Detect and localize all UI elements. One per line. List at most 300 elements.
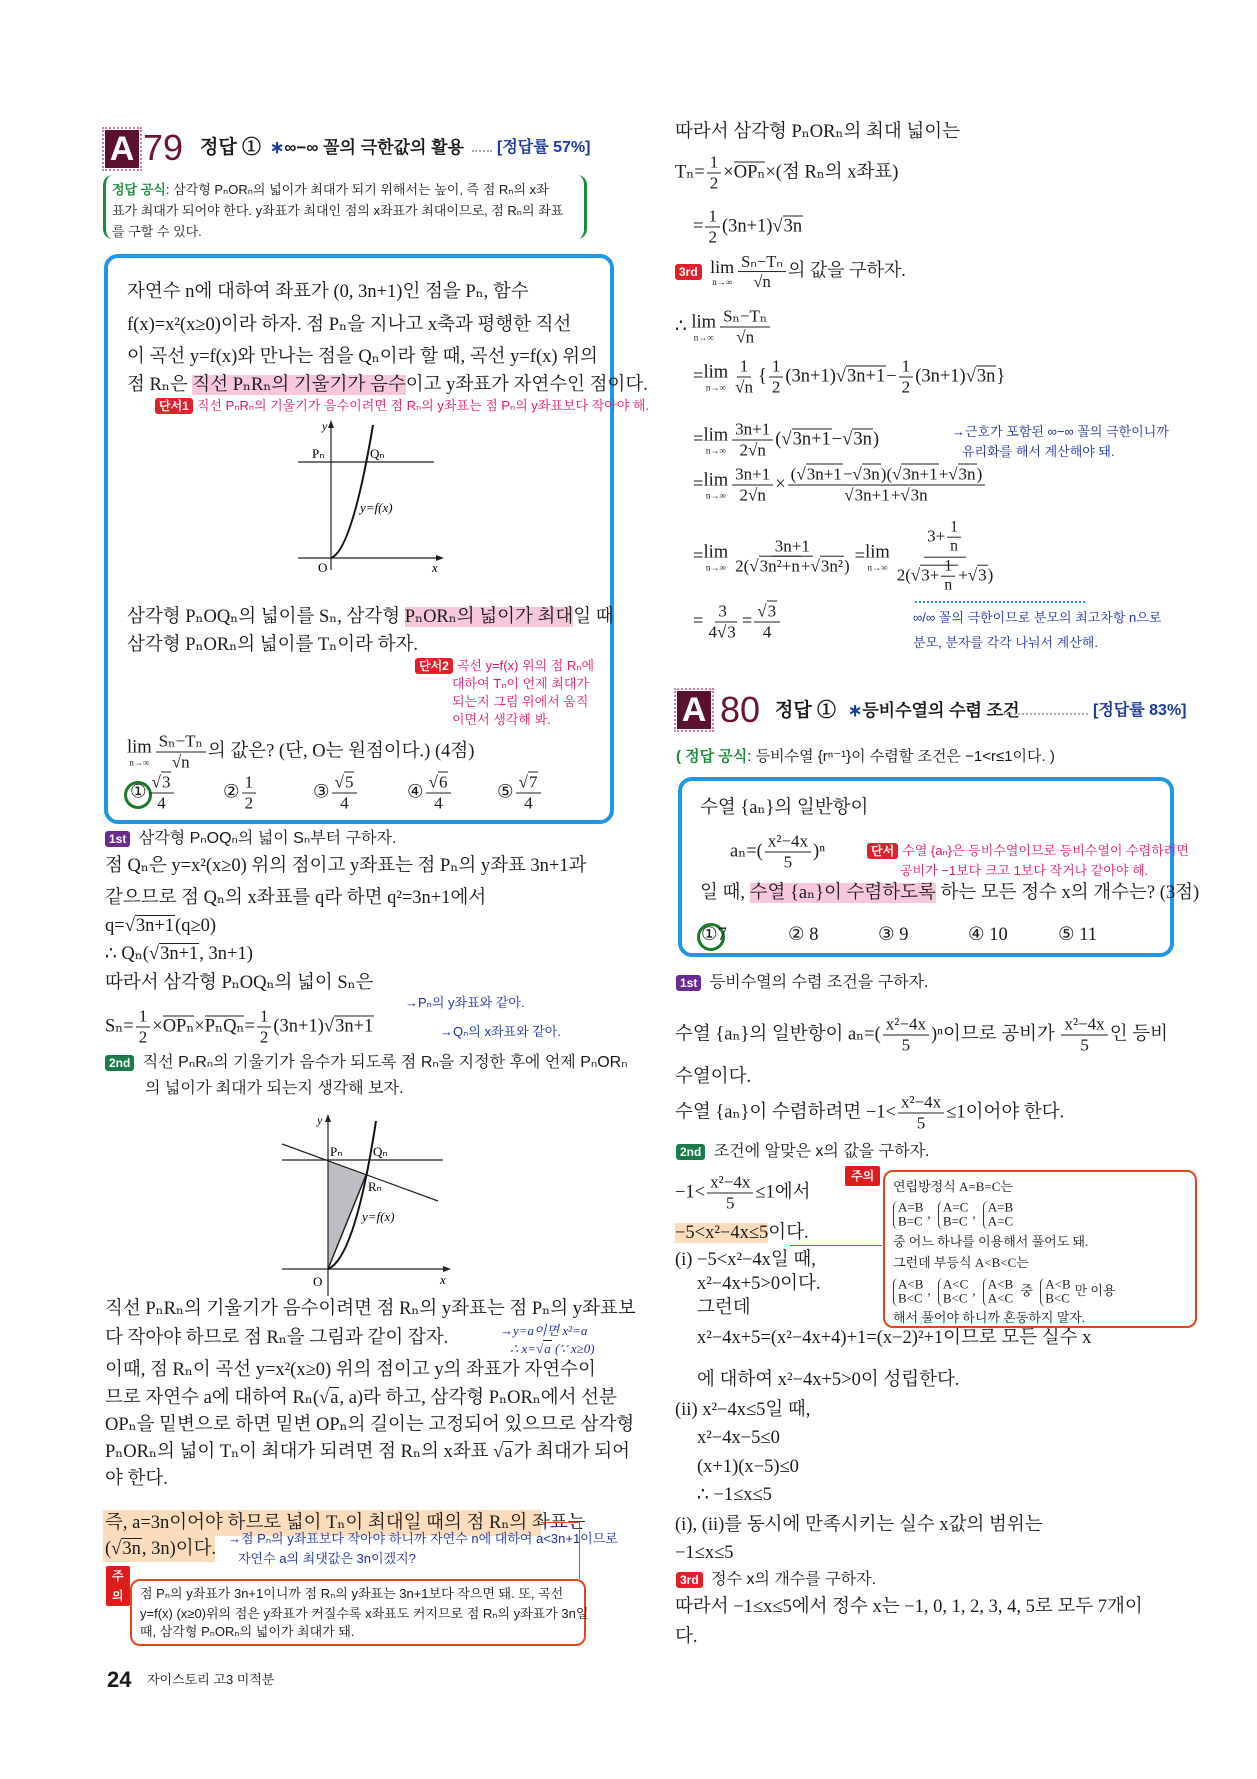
answer-label: 정답 ①: [775, 700, 836, 721]
choice-5[interactable]: ⑤ 11: [1058, 925, 1098, 945]
math-text: (3n+1): [273, 1016, 324, 1037]
math-text: x²−4x: [710, 1172, 751, 1192]
math-text: √n: [171, 752, 190, 772]
math-text: 점 Rₙ은: [127, 375, 193, 395]
radical-icon: √: [124, 916, 135, 936]
square-root: [717, 621, 737, 641]
radical-icon: √: [810, 557, 820, 577]
math-text: 3n+1: [735, 419, 771, 439]
math-text: 수열이다.: [675, 1067, 752, 1087]
problem-text: [127, 634, 418, 656]
hint-text: 대하여 Tₙ이 언제 최대가: [452, 676, 589, 691]
square-root: [900, 484, 928, 504]
math-text: 삼각형 PₙORₙ의 넓이를 Tₙ이라 하자.: [127, 635, 419, 655]
math-text: OPₙ을 밑변으로 하면 밑변 OPₙ의 길이는 고정되어 있으므로 삼각형: [105, 1415, 635, 1435]
math-text: 3n+1: [335, 1016, 374, 1037]
math-text: ≤1에서: [755, 1182, 811, 1203]
math-text: {: [757, 366, 767, 387]
radical-icon: √: [842, 429, 853, 450]
math-text: 그런데 부등식 A<B<C는: [893, 1255, 1029, 1270]
math-text: Sₙ−Tₙ: [741, 252, 783, 272]
numerator: [732, 465, 773, 486]
leader-dots: [1003, 713, 1088, 715]
math-text: 일 때: [573, 607, 614, 627]
math-text: ×: [775, 474, 786, 495]
choice-1[interactable]: [130, 773, 176, 814]
math-text: 인 등비: [1109, 1024, 1168, 1045]
radicand: [503, 1441, 513, 1462]
fraction: [894, 519, 997, 596]
math-text: 3: [978, 565, 987, 585]
radicand: [783, 215, 804, 236]
math-text: 1: [739, 356, 749, 376]
math-text: 같으므로 점 Qₙ의 x좌표를 q라 하면 q²=3n+1에서: [105, 888, 487, 908]
math-text: ,: [972, 1282, 979, 1298]
solution-text: [105, 855, 587, 877]
fraction: [754, 602, 780, 643]
math-text: a: [330, 1388, 339, 1408]
denominator: [733, 327, 757, 347]
math-text: n: [944, 576, 953, 594]
square-root: [152, 772, 172, 792]
lim-subscript: n→∞: [693, 332, 714, 343]
numerator: [257, 1007, 272, 1028]
math-text: (∵ x≥0): [551, 1341, 595, 1356]
math-text: 3: [161, 772, 171, 792]
math-text: x²−4x: [885, 1014, 926, 1034]
radical-icon: √: [835, 366, 847, 387]
problem-text: [127, 314, 571, 336]
lim-word: lim: [703, 362, 729, 383]
solution-text: [105, 1359, 596, 1381]
numerator: [136, 1007, 151, 1028]
fraction: [769, 357, 784, 398]
label-p: Pₙ: [312, 446, 325, 461]
fraction: [732, 357, 756, 398]
radicand: [543, 1340, 552, 1356]
connector-line: [790, 1245, 882, 1246]
fraction: [898, 1093, 944, 1134]
numerator: [149, 773, 175, 794]
problem-formula: [730, 832, 825, 873]
math-text: √n: [753, 272, 771, 292]
system-row: A=B: [987, 1199, 1014, 1215]
math-text: (: [105, 1539, 112, 1559]
math-text: 1: [901, 356, 911, 376]
system-row: B=C: [942, 1214, 968, 1229]
math-text: Sₙ−Tₙ: [723, 306, 768, 326]
choice-1[interactable]: ①7: [701, 925, 727, 945]
problem-text: [127, 281, 529, 303]
fraction: [788, 465, 986, 506]
correct-rate: [정답률 57%]: [497, 139, 591, 156]
square-root: [757, 601, 777, 621]
numerator: [754, 602, 780, 623]
math-text: Sₙ=: [105, 1016, 134, 1037]
star-icon: ∗: [848, 701, 863, 720]
numerator: [772, 537, 813, 558]
topic-text: 등비수열의 수렴 조건: [862, 701, 1020, 720]
math-text: 수열 {aₙ}의 일반항이 aₙ=(: [675, 1024, 881, 1045]
math-text: (3n+1): [721, 216, 773, 237]
system-row: B<C: [898, 1291, 923, 1306]
math-text: 즉, a=3n이어야 하므로 넓이 Tₙ이 최대일 때의 점 Rₙ의 좌표는: [105, 1513, 586, 1533]
solution-text: [675, 1015, 1168, 1056]
step-3: [675, 252, 906, 292]
radicand: [901, 464, 938, 484]
problem-question: [700, 882, 1199, 904]
math-text: x²−4x: [900, 1092, 942, 1112]
denominator: [705, 227, 720, 247]
math-text: 2: [901, 377, 911, 397]
step-text: 조건에 알맞은 x의 값을 구하자.: [713, 1143, 930, 1160]
math-text: −: [831, 429, 843, 450]
topic-text: ∞−∞ 꼴의 극한값의 활용: [284, 138, 464, 157]
math-text: a: [504, 1442, 513, 1462]
step-tag: 2nd: [676, 1144, 705, 1160]
radicand: [920, 557, 958, 594]
label-f: y=f(x): [360, 500, 393, 515]
square-root: [852, 464, 880, 484]
numerator: [899, 357, 914, 378]
math-text: =: [854, 546, 866, 567]
denominator: [914, 1113, 929, 1133]
solution-text: [675, 1514, 1043, 1536]
radicand: [846, 365, 886, 386]
highlight: −5<x²−4x≤5: [675, 1223, 769, 1243]
lim-word: lim: [710, 257, 735, 278]
step-text: 의 넓이가 최대가 되는지 생각해 보자.: [145, 1080, 404, 1097]
hint-tag: 단서: [867, 843, 898, 859]
note: [500, 1323, 587, 1339]
choice-3[interactable]: ③ 9: [878, 925, 909, 945]
fraction: [705, 602, 739, 643]
solution-text: [697, 1456, 799, 1478]
lim-subscript: n→∞: [705, 490, 726, 501]
math-text: ×(점 Rₙ의 x좌표): [765, 162, 899, 183]
equation-system: [983, 1201, 1013, 1230]
math-text: 3n+1: [774, 536, 810, 556]
step-text: 정수 x의 개수를 구하자.: [711, 1571, 877, 1588]
math-text: 4: [434, 793, 443, 813]
lim-subscript: n→∞: [705, 445, 726, 456]
math-text: =: [693, 474, 704, 495]
math-text: 따라서 −1≤x≤5에서 정수 x는 −1, 0, 1, 2, 3, 4, 5로 모두 7개이: [675, 1597, 1143, 1617]
fraction: [941, 558, 955, 596]
math-text: +: [890, 485, 901, 505]
label-origin: O: [313, 1274, 323, 1289]
square-root: [125, 915, 175, 936]
solution-text: [675, 1093, 1064, 1134]
math-text: 수열 {aₙ}의 일반항이: [700, 798, 869, 818]
equation-system: [893, 1201, 923, 1230]
fraction: [732, 465, 773, 506]
math-text: PₙORₙ의 넓이 Tₙ이 최대가 되려면 점 Rₙ의 x좌표: [105, 1442, 494, 1462]
math-text: 3n+1: [902, 464, 938, 484]
math-text: 2: [771, 377, 781, 397]
math-text: ×: [152, 1016, 163, 1037]
solution-text: [675, 1173, 811, 1214]
solution-text: [697, 1273, 820, 1295]
math-text: 꼴의 극한이므로 분모의 최고차항 n으로: [935, 610, 1162, 625]
radicand: [977, 564, 988, 584]
radicand: [135, 915, 175, 936]
label-f: y=f(x): [362, 1209, 395, 1224]
math-text: 3n: [862, 464, 880, 484]
math-text: 4: [524, 793, 533, 813]
math-text: 야 한다.: [105, 1469, 168, 1489]
hint-text: 되는지 그림 위에서 움직: [452, 694, 589, 709]
choice-2[interactable]: [223, 773, 258, 814]
math-text: =: [244, 1016, 255, 1037]
math-text: 3+: [927, 526, 946, 546]
triangle-shade: [328, 1160, 366, 1269]
limit: [703, 362, 728, 393]
math-text: x²−4x: [1064, 1014, 1105, 1034]
lim-word: lim: [703, 425, 729, 446]
radical-icon: √: [716, 622, 727, 642]
solution-text: [105, 1298, 636, 1320]
numerator: [242, 773, 257, 794]
math-text: 3n: [958, 464, 976, 484]
square-root: [536, 1340, 552, 1356]
curve-f: [331, 425, 373, 558]
square-root: [892, 464, 938, 484]
math-text: 에 대하여 x²−4x+5>0이 성립한다.: [697, 1370, 960, 1390]
math-text: 3n+1: [854, 485, 890, 505]
segment-overline: PₙQₙ: [204, 1016, 245, 1037]
denominator: [431, 793, 446, 813]
radicand: [159, 943, 199, 964]
radical-icon: √: [910, 565, 921, 585]
math-text: +: [800, 557, 811, 577]
numerator: [941, 558, 955, 577]
hint-text: 이면서 생각해 봐.: [452, 712, 551, 727]
step-2: [105, 1052, 628, 1074]
fraction: [149, 773, 175, 814]
fraction: [516, 773, 542, 814]
note: →Pₙ의 y좌표와 같아.: [405, 995, 525, 1010]
solution-text: [675, 121, 960, 143]
topic: [848, 699, 1020, 723]
step-tag: 3rd: [675, 264, 702, 280]
fraction: [136, 1007, 151, 1048]
radicand: [806, 464, 843, 484]
numerator: [707, 1173, 753, 1194]
choice-2[interactable]: ② 8: [788, 925, 819, 945]
step-tag: 3rd: [676, 1572, 703, 1588]
fraction: [738, 252, 786, 292]
solution-formula: [693, 420, 879, 461]
math-text: 직선 PₙRₙ의 기울기가 음수이려면 점 Rₙ의 y좌표는 점 Pₙ의 y좌표보: [105, 1299, 636, 1319]
square-root: [772, 215, 803, 236]
y-axis-arrow-icon: [325, 1114, 331, 1122]
math-text: 해서 풀어야 하니까 혼동하지 말자.: [893, 1310, 1086, 1325]
formula-line: [112, 182, 549, 198]
equation-system: [983, 1278, 1013, 1307]
graph-parabola: [295, 415, 455, 575]
math-text: ∴ −1≤x≤5: [697, 1485, 772, 1505]
lim-subscript: n→∞: [129, 757, 150, 768]
math-text: 1: [244, 772, 254, 792]
solution-text: [105, 1414, 634, 1436]
equation-system: [938, 1278, 968, 1307]
math-text: 다.: [675, 1627, 698, 1647]
math-text: =: [693, 216, 704, 237]
square-root: [842, 428, 873, 449]
math-text: 연립방정식 A=B=C는: [893, 1179, 1013, 1194]
math-text: −: [842, 464, 853, 484]
math-text: 1: [771, 356, 781, 376]
math-text: ∴ x=: [510, 1341, 537, 1356]
math-text: 3+: [921, 565, 940, 585]
step-text: 직선 PₙRₙ의 기울기가 음수가 되도록 점 Rₙ을 지정한 후에 언제 PₙORₙ: [142, 1054, 628, 1071]
radical-icon: √: [948, 464, 958, 484]
graph-triangle: [275, 1106, 455, 1306]
math-text: ): [976, 464, 983, 484]
note: →점 Pₙ의 y좌표보다 작아야 하니까 자연수 n에 대하여 a<3n+1이므로: [228, 1531, 618, 1546]
math-text: 2(: [735, 557, 750, 577]
step-tag: 2nd: [105, 1055, 134, 1071]
square-root: [966, 365, 997, 386]
math-text: x²−4x+5=(x²−4x+4)+1=(x−2)²+1이므로 모든 실수 x: [697, 1328, 1092, 1348]
math-text: 4: [762, 622, 772, 642]
solution-text: [697, 1427, 780, 1449]
label-r: Rₙ: [368, 1179, 382, 1194]
note: 분모, 분자를 각각 나눠서 계산해.: [913, 635, 1098, 650]
square-root: [324, 1015, 374, 1036]
hint-1: [155, 398, 649, 414]
label-origin: O: [318, 560, 328, 575]
denominator: [707, 173, 722, 193]
radicand: [759, 556, 801, 576]
numerator: [715, 602, 730, 623]
label-x: x: [432, 560, 438, 575]
solution-formula: [693, 519, 998, 596]
lim-word: lim: [127, 737, 152, 758]
math-text: 5: [1080, 1035, 1089, 1055]
math-text: 3n: [853, 429, 872, 450]
y-axis-arrow-icon: [328, 420, 334, 428]
denominator: [947, 538, 961, 557]
math-text: ≤1이어야 한다.: [946, 1102, 1065, 1123]
solution-text: [675, 1066, 751, 1088]
denominator: [337, 793, 352, 813]
numerator: [737, 357, 752, 378]
math-text: 3n+1: [806, 464, 842, 484]
square-root: [796, 464, 842, 484]
answer-label: 정답 ①: [200, 137, 261, 158]
math-text: 하는 모든 정수 x의 개수는? (3점): [935, 883, 1200, 903]
math-text: 4: [708, 622, 717, 642]
denominator: [841, 485, 931, 505]
math-text: , 3n)이다.: [141, 1539, 217, 1559]
radicand: [767, 601, 778, 621]
radicand: [329, 1387, 339, 1408]
step-1: [676, 972, 929, 994]
caution-text: 때, 삼각형 PₙORₙ의 넓이가 최대가 돼.: [140, 1624, 355, 1639]
math-text: Tₙ=: [675, 162, 705, 183]
numerator: [1061, 1015, 1107, 1036]
math-text: (: [775, 429, 782, 450]
caution-text: [893, 1310, 1085, 1326]
radicand: [334, 1015, 374, 1036]
square-root: [493, 1441, 513, 1462]
radicand: [161, 772, 172, 792]
label-x: x: [440, 1272, 446, 1287]
square-root: [810, 556, 843, 576]
label-p: Pₙ: [330, 1144, 343, 1159]
solution-text: [675, 1596, 1143, 1618]
math-text: Sₙ−Tₙ: [158, 731, 203, 751]
math-text: 3n+1: [160, 944, 199, 964]
choice-4[interactable]: ④ 10: [968, 925, 1008, 945]
solution-text: [105, 972, 374, 994]
system-row: B<C: [1045, 1291, 1070, 1306]
math-text: 다 작아야 하므로 점 Rₙ을 그림과 같이 잡자.: [105, 1328, 449, 1348]
numerator: [332, 773, 358, 794]
math-text: 1: [259, 1006, 269, 1026]
math-text: (i) −5<x²−4x일 때,: [675, 1250, 816, 1270]
math-text: 만 이용: [1074, 1282, 1116, 1298]
numerator: [720, 307, 770, 328]
radicand: [854, 484, 891, 504]
math-text: f(x)=x²(x≥0)이라 하자. 점 Pₙ을 지나고 x축과 평행한 직선: [127, 315, 572, 335]
system-row: A<B: [1045, 1276, 1071, 1292]
radicand: [344, 772, 355, 792]
choice-4[interactable]: [407, 773, 453, 814]
solution-formula: [105, 1007, 374, 1048]
math-text: x²−4x: [767, 831, 809, 851]
math-text: ×: [723, 162, 734, 183]
star-icon: ∗: [270, 138, 285, 157]
step-1: [105, 828, 396, 850]
system-row: A<C: [942, 1276, 969, 1292]
problem-text: [127, 374, 648, 396]
equation-system: [893, 1278, 923, 1307]
math-text: 4: [157, 793, 166, 813]
math-text: 4: [340, 793, 349, 813]
math-text: , 3n+1): [199, 944, 253, 964]
radicand: [121, 1538, 142, 1559]
solution-text: [697, 1327, 1091, 1349]
math-text: 이고 y좌표가 자연수인 점이다.: [405, 375, 648, 395]
label-y: y: [317, 1113, 323, 1127]
choice-5[interactable]: [497, 773, 543, 814]
math-text: ∴ Qₙ(: [105, 944, 149, 964]
radicand: [438, 772, 449, 792]
problem-text: [127, 606, 614, 628]
label-q: Qₙ: [373, 1144, 388, 1159]
solution-text: [675, 1542, 734, 1564]
math-text: ∞/∞: [913, 610, 936, 625]
choice-3[interactable]: [313, 773, 359, 814]
math-text: n: [950, 537, 958, 555]
radicand: [976, 365, 997, 386]
denominator: [899, 1035, 914, 1055]
math-text: ②: [223, 782, 240, 803]
math-text: (x+1)(x−5)≤0: [697, 1457, 799, 1477]
hint-tag: 단서1: [155, 398, 193, 414]
numerator: [947, 519, 961, 538]
fraction: [883, 1015, 929, 1056]
limit: [710, 256, 734, 287]
solution-formula: [693, 465, 987, 506]
limit: [865, 542, 890, 573]
hint: [867, 843, 1189, 859]
lim-word: lim: [691, 312, 717, 333]
solution-text: [105, 1468, 168, 1490]
